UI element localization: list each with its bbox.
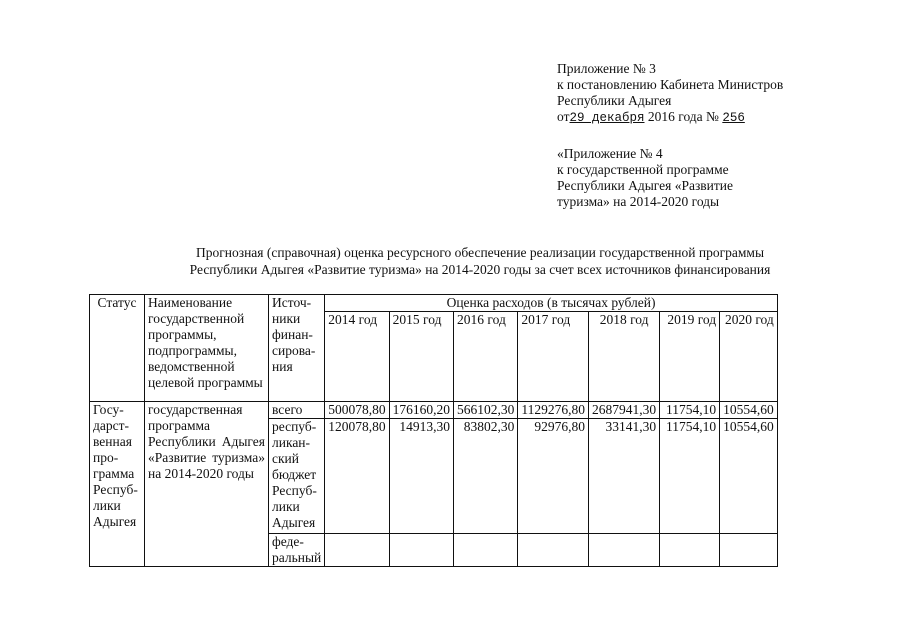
header-year: 2020 год: [720, 312, 778, 402]
value-cell: 92976,80: [518, 419, 589, 534]
value-cell: 10554,60: [720, 419, 778, 534]
status-line: про-: [93, 450, 119, 465]
header-year: 2019 год: [660, 312, 720, 402]
header-year: 2018 год: [589, 312, 660, 402]
header-year: 2016 год: [454, 312, 518, 402]
source-line: лики: [272, 499, 300, 514]
source-line: респуб-: [272, 419, 317, 434]
appendix-ref-line: туризма» на 2014-2020 годы: [557, 194, 720, 209]
appendix-line: Республики Адыгея: [557, 93, 672, 108]
table-row: [90, 402, 778, 419]
value-cell: 1129276,80: [518, 402, 589, 419]
header-year: 2015 год: [389, 312, 453, 402]
value-cell: [325, 534, 389, 567]
source-line: Адыгея: [272, 515, 316, 530]
value-cell: 83802,30: [454, 419, 518, 534]
value-cell: [720, 534, 778, 567]
date-value: 29 декабря: [569, 111, 645, 125]
value-cell: 11754,10: [660, 419, 720, 534]
value-cell: [389, 534, 453, 567]
value-cell: 176160,20: [389, 402, 453, 419]
value-cell: 10554,60: [720, 402, 778, 419]
appendix-date-line: [557, 109, 783, 126]
header-source-line: финан-: [272, 327, 313, 342]
appendix-ref-line: к государственной программе: [557, 162, 729, 177]
value-cell: 14913,30: [389, 419, 453, 534]
source-cell: [269, 419, 325, 534]
appendix-reference-block: [557, 146, 733, 210]
title-line: Прогнозная (справочная) оценка ресурсного обеспечение реализации государственной программы: [195, 245, 765, 260]
value-cell: 2687941,30: [589, 402, 660, 419]
title-line: Республики Адыгея «Развитие туризма» на 2014-2020 годы за счет всех источников финансирования: [189, 262, 771, 277]
status-line: венная: [93, 434, 132, 449]
document-title: [90, 244, 870, 278]
header-expenses: Оценка расходов (в тысячах рублей): [325, 295, 778, 312]
value-cell: [518, 534, 589, 567]
header-source-line: сирова-: [272, 343, 316, 358]
value-cell: [454, 534, 518, 567]
header-name: Наименование государственной программы, подпрограммы, ведомственной целевой программы: [145, 295, 269, 402]
status-line: Респуб-: [93, 482, 138, 497]
date-mid: 2016 года №: [647, 109, 719, 124]
appendix-ref-line: «Приложение № 4: [557, 146, 663, 161]
value-cell: 11754,10: [660, 402, 720, 419]
appendix-line: Приложение № 3: [557, 61, 656, 76]
header-source-line: Источ-: [272, 295, 312, 310]
source-line: феде-: [272, 534, 304, 549]
status-line: дарст-: [93, 418, 129, 433]
status-line: грамма: [93, 466, 135, 481]
header-source-line: ники: [272, 311, 301, 326]
value-cell: [660, 534, 720, 567]
status-line: Адыгея: [93, 514, 137, 529]
document-number: 256: [722, 111, 745, 125]
status-line: Госу-: [93, 402, 124, 417]
value-cell: [589, 534, 660, 567]
value-cell: 566102,30: [454, 402, 518, 419]
date-prefix: от: [557, 109, 570, 124]
source-line: Респуб-: [272, 483, 317, 498]
header-source-line: ния: [272, 359, 293, 374]
appendix-block: [557, 61, 783, 126]
value-cell: 33141,30: [589, 419, 660, 534]
header-year: 2017 год: [518, 312, 589, 402]
source-line: бюджет: [272, 467, 317, 482]
appendix-ref-line: Республики Адыгея «Развитие: [557, 178, 734, 193]
source-cell: [269, 534, 325, 567]
budget-table: [89, 294, 778, 567]
status-cell: [90, 402, 145, 567]
source-line: ский: [272, 451, 299, 466]
status-line: лики: [93, 498, 121, 513]
source-cell: всего: [269, 402, 325, 419]
source-line: ликан-: [272, 435, 311, 450]
header-year: 2014 год: [325, 312, 389, 402]
program-name-cell: государственная программа Республики Адыгея «Развитие туризма» на 2014-2020 годы: [145, 402, 269, 567]
value-cell: 120078,80: [325, 419, 389, 534]
value-cell: 500078,80: [325, 402, 389, 419]
appendix-line: к постановлению Кабинета Министров: [557, 77, 784, 92]
header-source: [269, 295, 325, 402]
header-status: Статус: [90, 295, 145, 402]
source-line: ральный: [272, 550, 322, 565]
